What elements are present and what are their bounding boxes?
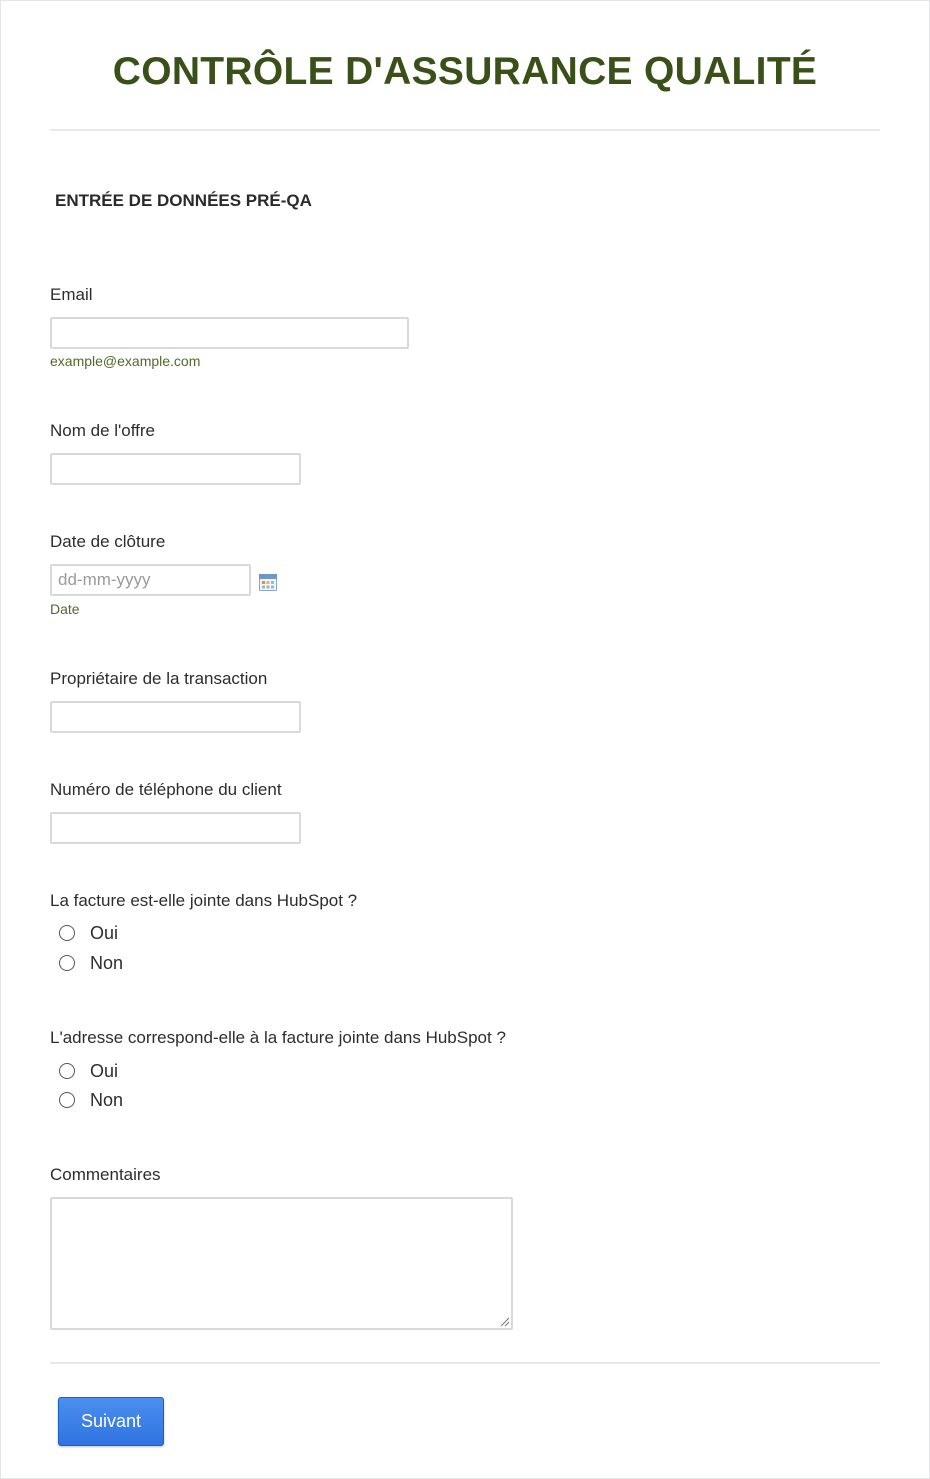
close-date-sublabel: Date — [50, 601, 80, 617]
invoice-attached-question: La facture est-elle jointe dans HubSpot ? — [50, 891, 358, 910]
form-title: CONTRÔLE D'ASSURANCE QUALITÉ — [112, 50, 818, 93]
client-phone-label: Numéro de téléphone du client — [50, 780, 282, 799]
deal-owner-label: Propriétaire de la transaction — [50, 669, 268, 688]
radio-label: Oui — [90, 922, 119, 943]
radio-button[interactable] — [59, 1063, 75, 1079]
radio-label: Oui — [90, 1060, 119, 1081]
offer-name-field[interactable] — [50, 453, 301, 485]
header-divider — [50, 129, 880, 131]
radio-button[interactable] — [59, 955, 75, 971]
radio-label: Non — [90, 952, 124, 973]
address-matches-question: L'adresse correspond-elle à la facture jointe dans HubSpot ? — [50, 1028, 506, 1047]
invoice-attached-option-oui[interactable] — [59, 922, 118, 944]
email-label: Email — [50, 285, 93, 304]
comments-label: Commentaires — [50, 1165, 161, 1184]
resize-handle-icon[interactable] — [500, 1317, 510, 1327]
offer-name-label: Nom de l'offre — [50, 421, 155, 440]
invoice-attached-option-non[interactable] — [59, 952, 123, 974]
client-phone-field[interactable] — [50, 812, 301, 844]
comments-textarea[interactable] — [50, 1197, 513, 1330]
next-button[interactable]: Suivant — [58, 1397, 164, 1446]
email-field[interactable] — [50, 317, 409, 349]
radio-label: Non — [90, 1089, 124, 1110]
calendar-icon[interactable] — [259, 574, 277, 591]
close-date-label: Date de clôture — [50, 532, 166, 551]
close-date-field[interactable] — [50, 564, 251, 596]
deal-owner-field[interactable] — [50, 701, 301, 733]
footer-divider — [50, 1362, 880, 1364]
radio-button[interactable] — [59, 925, 75, 941]
section-heading: ENTRÉE DE DONNÉES PRÉ-QA — [55, 191, 312, 210]
radio-button[interactable] — [59, 1092, 75, 1108]
address-matches-option-oui[interactable] — [59, 1060, 118, 1082]
address-matches-option-non[interactable] — [59, 1089, 123, 1111]
email-sublabel: example@example.com — [50, 353, 201, 369]
